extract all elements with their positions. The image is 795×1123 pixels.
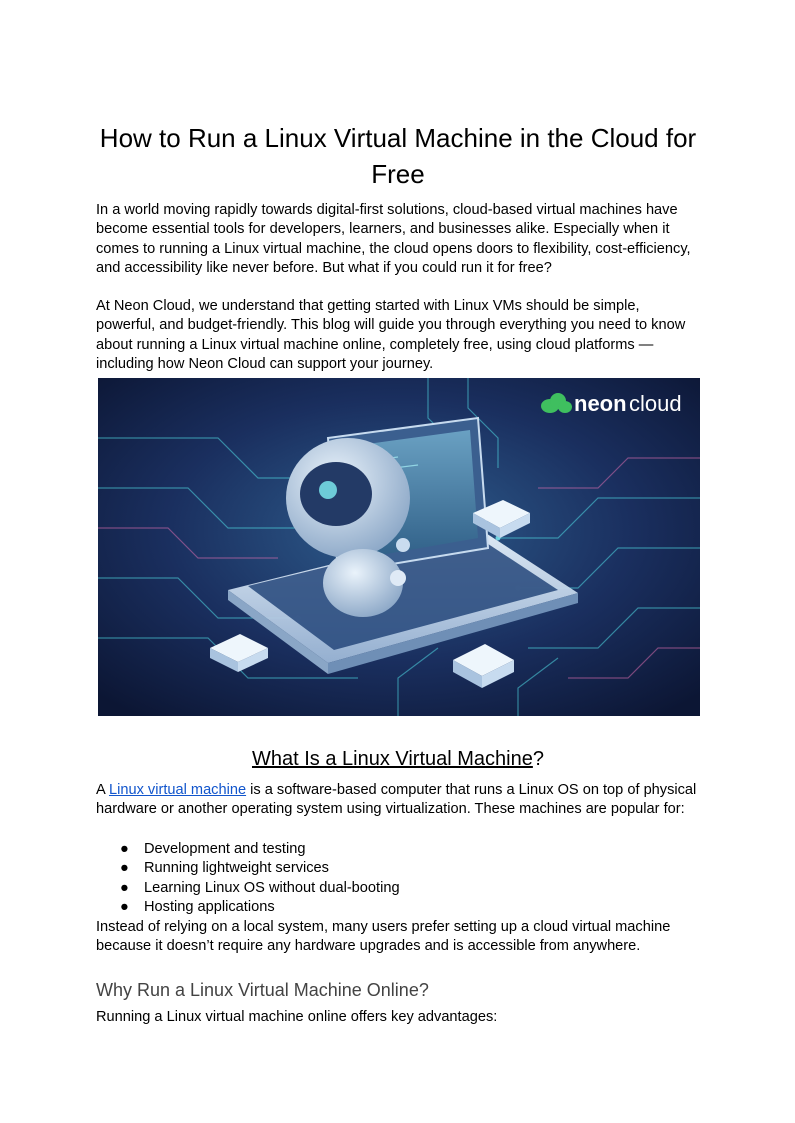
- list-item: ● Development and testing: [96, 840, 400, 859]
- section-heading-why-online: Why Run a Linux Virtual Machine Online?: [96, 980, 429, 1000]
- definition-paragraph: A Linux virtual machine is a software-based computer that runs a Linux OS on top of physical hardware or another operating system using virtualization. These machines are popular for:: [96, 782, 697, 818]
- linux-vm-link[interactable]: Linux virtual machine: [108, 782, 247, 798]
- uses-list: [96, 840, 400, 918]
- section-heading-what-is: What Is a Linux Virtual Machine?: [251, 748, 544, 770]
- bullet-icon: ●: [120, 899, 129, 916]
- closing-paragraph: Instead of relying on a local system, many users prefer setting up a cloud virtual machine because it doesn’t require any hardware upgrades and is accessible from anywhere.: [96, 919, 671, 955]
- intro-paragraph: In a world moving rapidly towards digital-first solutions, cloud-based virtual machines have become essential tools for developers, learners, and businesses alike. Especially when it comes to running a Linux virtual machine, the cloud opens doors to flexibility, cost-efficiency, and accessibility like never before. But what if you could run it for free?: [96, 202, 691, 277]
- list-item: ● Running lightweight services: [96, 859, 400, 878]
- vm-illustration-graphic: [98, 378, 700, 716]
- hero-illustration: [98, 378, 700, 716]
- svg-text:neon: neon: [574, 391, 627, 416]
- page-title: How to Run a Linux Virtual Machine in the Cloud for Free: [99, 123, 697, 189]
- bullet-icon: ●: [120, 860, 129, 877]
- neon-cloud-logo: [541, 391, 682, 416]
- advantages-intro-paragraph: Running a Linux virtual machine online offers key advantages:: [96, 1009, 498, 1025]
- second-paragraph: At Neon Cloud, we understand that getting started with Linux VMs should be simple, powerful, and budget-friendly. This blog will guide you through everything you need to know about running a Linux virtual machine online, completely free, using cloud platforms — including how Neon Cloud can support your journey.: [96, 298, 686, 373]
- list-item: ● Hosting applications: [96, 898, 400, 917]
- svg-text:cloud: cloud: [629, 391, 682, 416]
- bullet-icon: ●: [120, 841, 129, 857]
- list-item: ● Learning Linux OS without dual-booting: [96, 879, 400, 898]
- bullet-icon: ●: [120, 879, 129, 896]
